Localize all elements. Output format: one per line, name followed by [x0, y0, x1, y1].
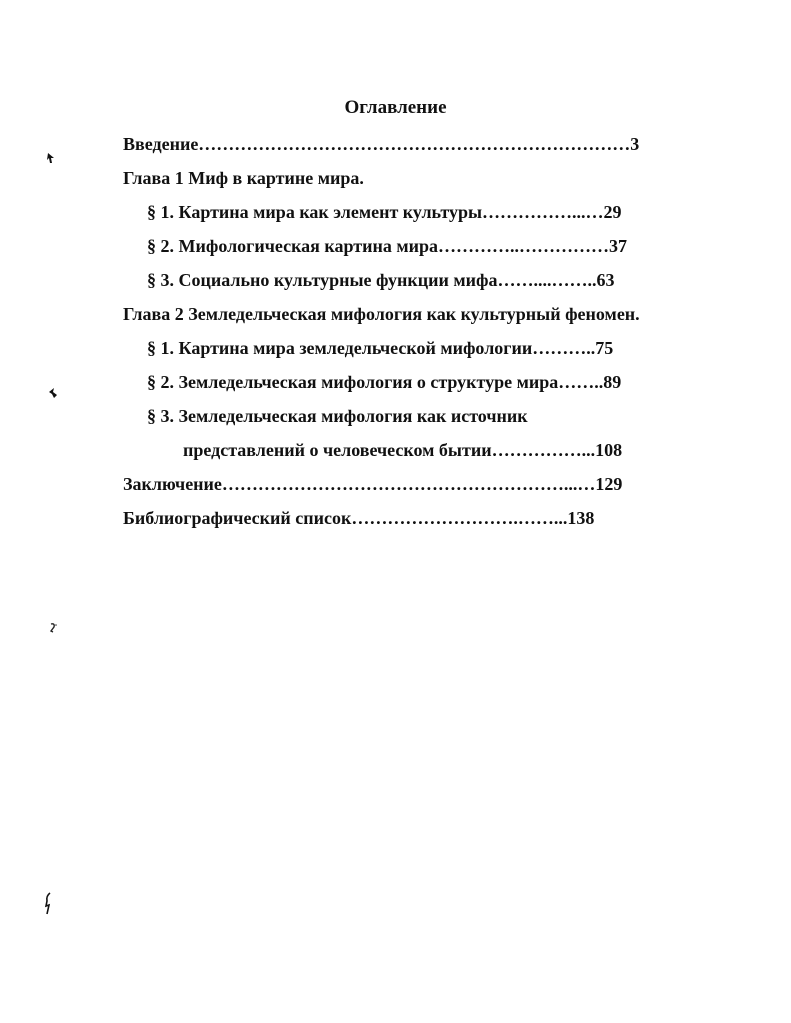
toc-entry-chapter-1-section-2: § 2. Мифологическая картина мира…………..……………37 — [147, 236, 628, 256]
toc-entry-chapter-2-section-3-continued: представлений о человеческом бытии……………...108 — [183, 440, 623, 460]
toc-entry-chapter-2-section-3: § 3. Земледельческая мифология как источник — [147, 406, 528, 426]
toc-entry-chapter-2-section-1: § 1. Картина мира земледельческой мифологии………..75 — [147, 338, 614, 358]
scan-speck-mark — [48, 387, 58, 401]
toc-entry-conclusion: Заключение…………………………………………………...…129 — [123, 474, 623, 494]
scan-speck-mark — [44, 892, 54, 918]
toc-entry-chapter-2-section-2: § 2. Земледельческая мифология о структуре мира……..89 — [147, 372, 622, 392]
toc-entry-chapter-1: Глава 1 Миф в картине мира. — [123, 168, 364, 188]
toc-entry-chapter-2: Глава 2 Земледельческая мифология как культурный феномен. — [123, 304, 640, 324]
toc-entry-chapter-1-section-1: § 1. Картина мира как элемент культуры……………...…29 — [147, 202, 622, 222]
scan-speck-mark — [48, 622, 58, 636]
toc-entry-bibliography: Библиографический список……………………….……...138 — [123, 508, 595, 528]
page-title: Оглавление — [344, 97, 447, 118]
toc-entry-introduction: Введение………………………………………………………………3 — [123, 134, 640, 154]
scan-speck-mark — [46, 152, 56, 166]
toc-entry-chapter-1-section-3: § 3. Социально культурные функции мифа……....……..63 — [147, 270, 615, 290]
